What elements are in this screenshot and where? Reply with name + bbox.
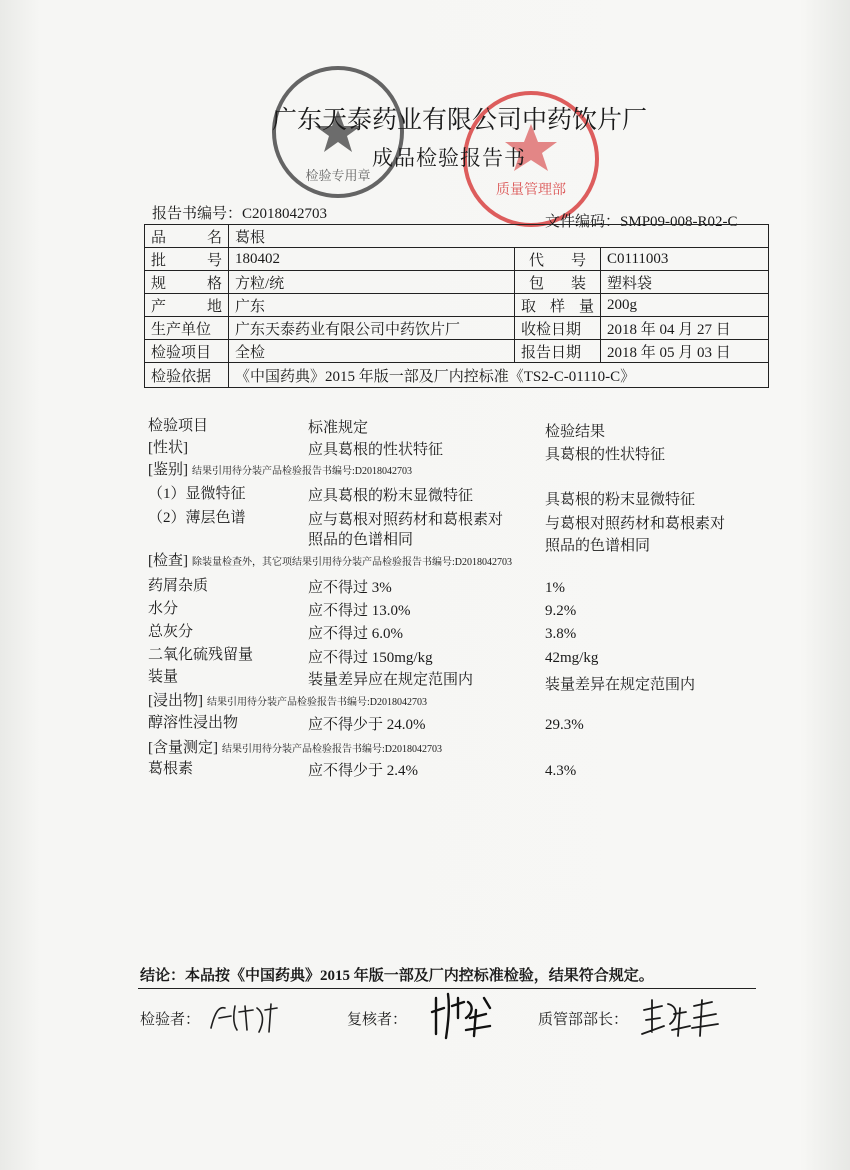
report-title: 成品检验报告书: [372, 146, 526, 170]
inspection-standard: 装量差异应在规定范围内: [308, 672, 474, 688]
inspection-item: 总灰分: [148, 624, 194, 640]
tlc-result-line1: 与葛根对照药材和葛根素对: [545, 516, 726, 532]
inspection-standard: 应不得过 150mg/kg: [308, 650, 433, 666]
report-number-label: 报告书编号：: [152, 206, 243, 222]
assay-standard: 应不得少于 2.4%: [308, 763, 418, 779]
received-date-value: 2018 年 04 月 27 日: [601, 317, 769, 340]
character-standard: 应具葛根的性状特征: [308, 442, 444, 458]
inspection-standard: 应不得过 3%: [308, 580, 392, 596]
report-date-value: 2018 年 05 月 03 日: [601, 340, 769, 363]
conclusion: 结论：本品按《中国药典》2015 年版一部及厂内控标准检验，结果符合规定。: [140, 968, 654, 984]
inspection-item: 药屑杂质: [148, 578, 209, 594]
section-inspection: [检查] 除装量检查外，其它项结果引用待分装产品检验报告书编号:D2018042703: [148, 553, 512, 569]
svg-text:检验专用章: 检验专用章: [305, 169, 371, 184]
inspection-result: 1%: [545, 580, 565, 596]
assay-note: 结果引用待分装产品检验报告书编号:D2018042703: [222, 744, 442, 755]
section-identification: [鉴别] 结果引用待分装产品检验报告书编号:D2018042703: [148, 462, 412, 478]
inspector-signature: [205, 998, 285, 1036]
extract-standard: 应不得少于 24.0%: [308, 717, 426, 733]
micro-item: （1）显微特征: [148, 486, 246, 502]
identification-note: 结果引用待分装产品检验报告书编号:D2018042703: [192, 466, 412, 477]
section-assay: [含量测定] 结果引用待分装产品检验报告书编号:D2018042703: [148, 740, 442, 756]
extract-result: 29.3%: [545, 717, 584, 733]
basis-value: 《中国药典》2015 年版一部及厂内控标准《TS2-C-01110-C》: [229, 363, 769, 388]
spec-value: 方粒/统: [229, 271, 515, 294]
assay-result: 4.3%: [545, 763, 577, 779]
inspection-item: 装量: [148, 669, 179, 685]
tlc-standard-line1: 应与葛根对照药材和葛根素对: [308, 512, 504, 528]
inspection-note: 除装量检查外，其它项结果引用待分装产品检验报告书编号:D2018042703: [192, 557, 512, 568]
tlc-item: （2）薄层色谱: [148, 510, 246, 526]
inspection-item: 水分: [148, 601, 179, 617]
file-number-label: 文件编码：: [545, 214, 621, 230]
header-test-item: 检验项目: [148, 418, 209, 434]
product-name-value: 葛根: [229, 225, 769, 248]
header-standard: 标准规定: [308, 420, 369, 436]
extract-item: 醇溶性浸出物: [148, 715, 239, 731]
reviewer-signature: [428, 988, 498, 1044]
reviewer-label: 复核者：: [347, 1012, 408, 1028]
inspection-item: 二氧化硫残留量: [148, 647, 254, 663]
test-items-label: 检验项目: [145, 340, 229, 363]
origin-value: 广东: [229, 294, 515, 317]
inspection-standard: 应不得过 6.0%: [308, 626, 403, 642]
maker-value: 广东天泰药业有限公司中药饮片厂: [229, 317, 515, 340]
tlc-result-line2: 照品的色谱相同: [545, 538, 651, 554]
maker-label: 生产单位: [145, 317, 229, 340]
section-extract: [浸出物] 结果引用待分装产品检验报告书编号:D2018042703: [148, 693, 427, 709]
assay-item: 葛根素: [148, 761, 194, 777]
batch-label: 批 号: [145, 248, 229, 271]
report-date-label: 报告日期: [515, 340, 601, 363]
section-character: [性状]: [148, 440, 188, 456]
basis-label: 检验依据: [145, 363, 229, 388]
character-result: 具葛根的性状特征: [545, 447, 666, 463]
inspection-result: 9.2%: [545, 603, 577, 619]
inspector-label: 检验者：: [140, 1012, 201, 1028]
code-value: C0111003: [601, 248, 769, 271]
manager-signature: [638, 996, 722, 1042]
sample-label: 取 样 量: [515, 294, 601, 317]
product-name-label: 品 名: [145, 225, 229, 248]
report-number-value: C2018042703: [242, 206, 328, 222]
report-number: [152, 202, 327, 223]
product-info-table: [144, 224, 769, 388]
extract-note: 结果引用待分装产品检验报告书编号:D2018042703: [207, 697, 427, 708]
inspection-result: 42mg/kg: [545, 650, 599, 666]
manager-label: 质管部部长：: [538, 1012, 629, 1028]
package-label: 包 装: [515, 271, 601, 294]
inspection-standard: 应不得过 13.0%: [308, 603, 411, 619]
sample-value: 200g: [601, 294, 769, 317]
spec-label: 规 格: [145, 271, 229, 294]
inspection-result: 3.8%: [545, 626, 577, 642]
header-result: 检验结果: [545, 424, 606, 440]
micro-standard: 应具葛根的粉末显微特征: [308, 488, 474, 504]
code-label: 代 号: [515, 248, 601, 271]
inspection-result: 装量差异在规定范围内: [545, 677, 696, 693]
company-title: 广东天泰药业有限公司中药饮片厂: [272, 107, 648, 134]
received-date-label: 收检日期: [515, 317, 601, 340]
micro-result: 具葛根的粉末显微特征: [545, 492, 696, 508]
package-value: 塑料袋: [601, 271, 769, 294]
file-number-value: SMP09-008-R02-C: [620, 214, 738, 230]
batch-value: 180402: [229, 248, 515, 271]
svg-text:质量管理部: 质量管理部: [496, 182, 566, 198]
tlc-standard-line2: 照品的色谱相同: [308, 532, 414, 548]
test-items-value: 全检: [229, 340, 515, 363]
origin-label: 产 地: [145, 294, 229, 317]
